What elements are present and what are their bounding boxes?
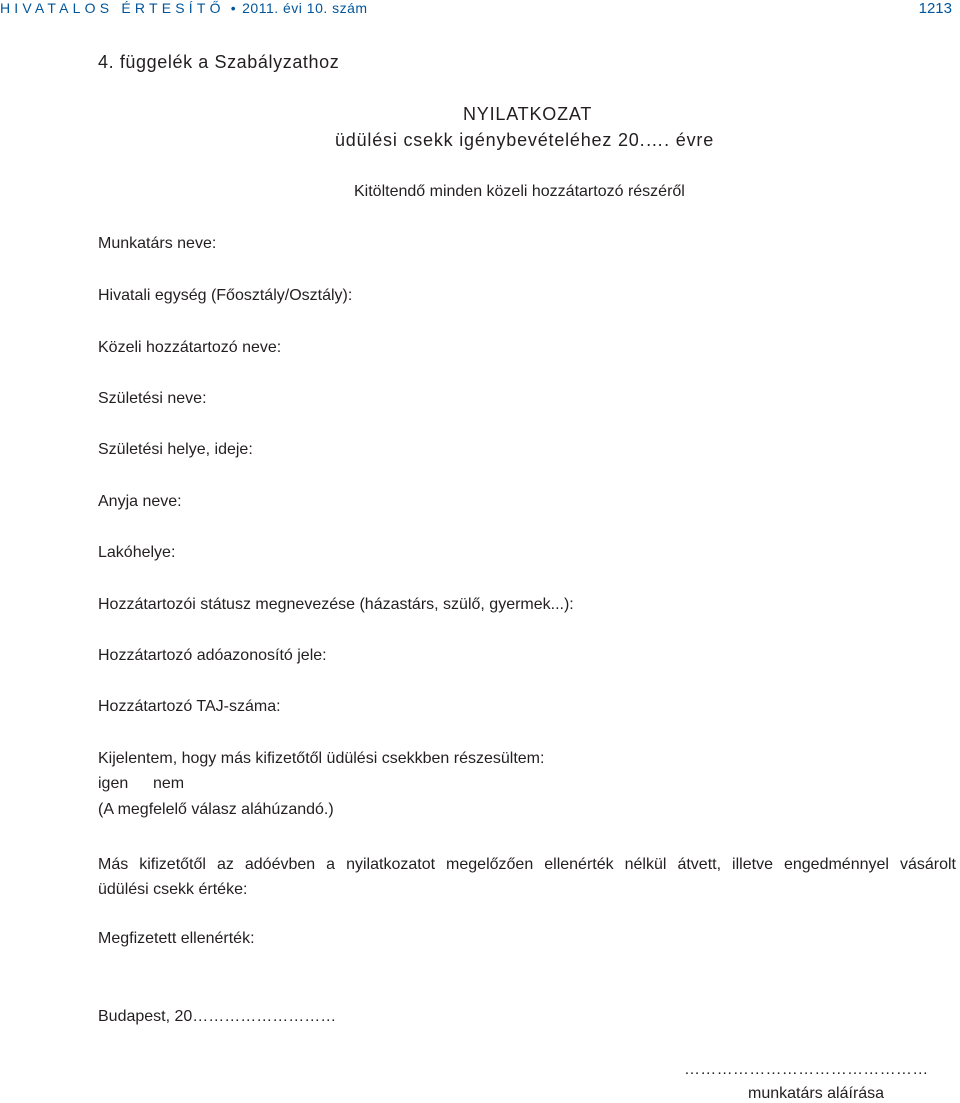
field-birth-place-date: Születési helye, ideje: — [98, 441, 253, 458]
option-no: nem — [153, 775, 185, 792]
field-relative-name: Közeli hozzátartozó neve: — [98, 339, 282, 356]
field-tax-id: Hozzátartozó adóazonosító jele: — [98, 647, 327, 664]
signature-line: ……………………………………… — [684, 1061, 929, 1078]
field-taj-number: Hozzátartozó TAJ-száma: — [98, 698, 281, 715]
fill-in-note: Kitöltendő minden közeli hozzátartozó részéről — [354, 183, 685, 200]
field-mother-name: Anyja neve: — [98, 493, 182, 510]
field-employee-name: Munkatárs neve: — [98, 235, 217, 252]
bullet-icon: • — [230, 0, 237, 16]
issue-label: 2011. évi 10. szám — [242, 0, 368, 16]
declaration-subtitle: üdülési csekk igénybevételéhez 20.…. évre — [335, 130, 715, 150]
declaration-title: NYILATKOZAT — [463, 104, 593, 124]
page-number: 1213 — [918, 0, 952, 17]
signature-label: munkatárs aláírása — [748, 1085, 885, 1102]
journal-header — [0, 0, 368, 16]
place-date: Budapest, 20……………………… — [98, 1008, 337, 1025]
field-relation-status: Hozzátartozói státusz megnevezése (házastárs, szülő, gyermek...): — [98, 596, 574, 613]
field-residence: Lakóhelye: — [98, 544, 176, 561]
answer-instruction: (A megfelelő válasz aláhúzandó.) — [98, 801, 334, 818]
paid-consideration: Megfizetett ellenérték: — [98, 930, 255, 947]
journal-name: HIVATALOS ÉRTESÍTŐ — [0, 0, 225, 16]
statement-text: Kijelentem, hogy más kifizetőtől üdülési csekkben részesültem: — [98, 750, 545, 767]
other-value-paragraph — [98, 852, 956, 902]
option-yes: igen — [98, 775, 129, 792]
field-birth-name: Születési neve: — [98, 390, 207, 407]
field-department: Hivatali egység (Főosztály/Osztály): — [98, 287, 353, 304]
other-value-line-2: üdülési csekk értéke: — [98, 881, 248, 898]
other-value-line-1: Más kifizetőtől az adóévben a nyilatkozatot megelőzően ellenérték nélkül átvett, illetve engedménnyel vásárolt — [98, 856, 956, 873]
appendix-title: 4. függelék a Szabályzathoz — [98, 52, 340, 72]
